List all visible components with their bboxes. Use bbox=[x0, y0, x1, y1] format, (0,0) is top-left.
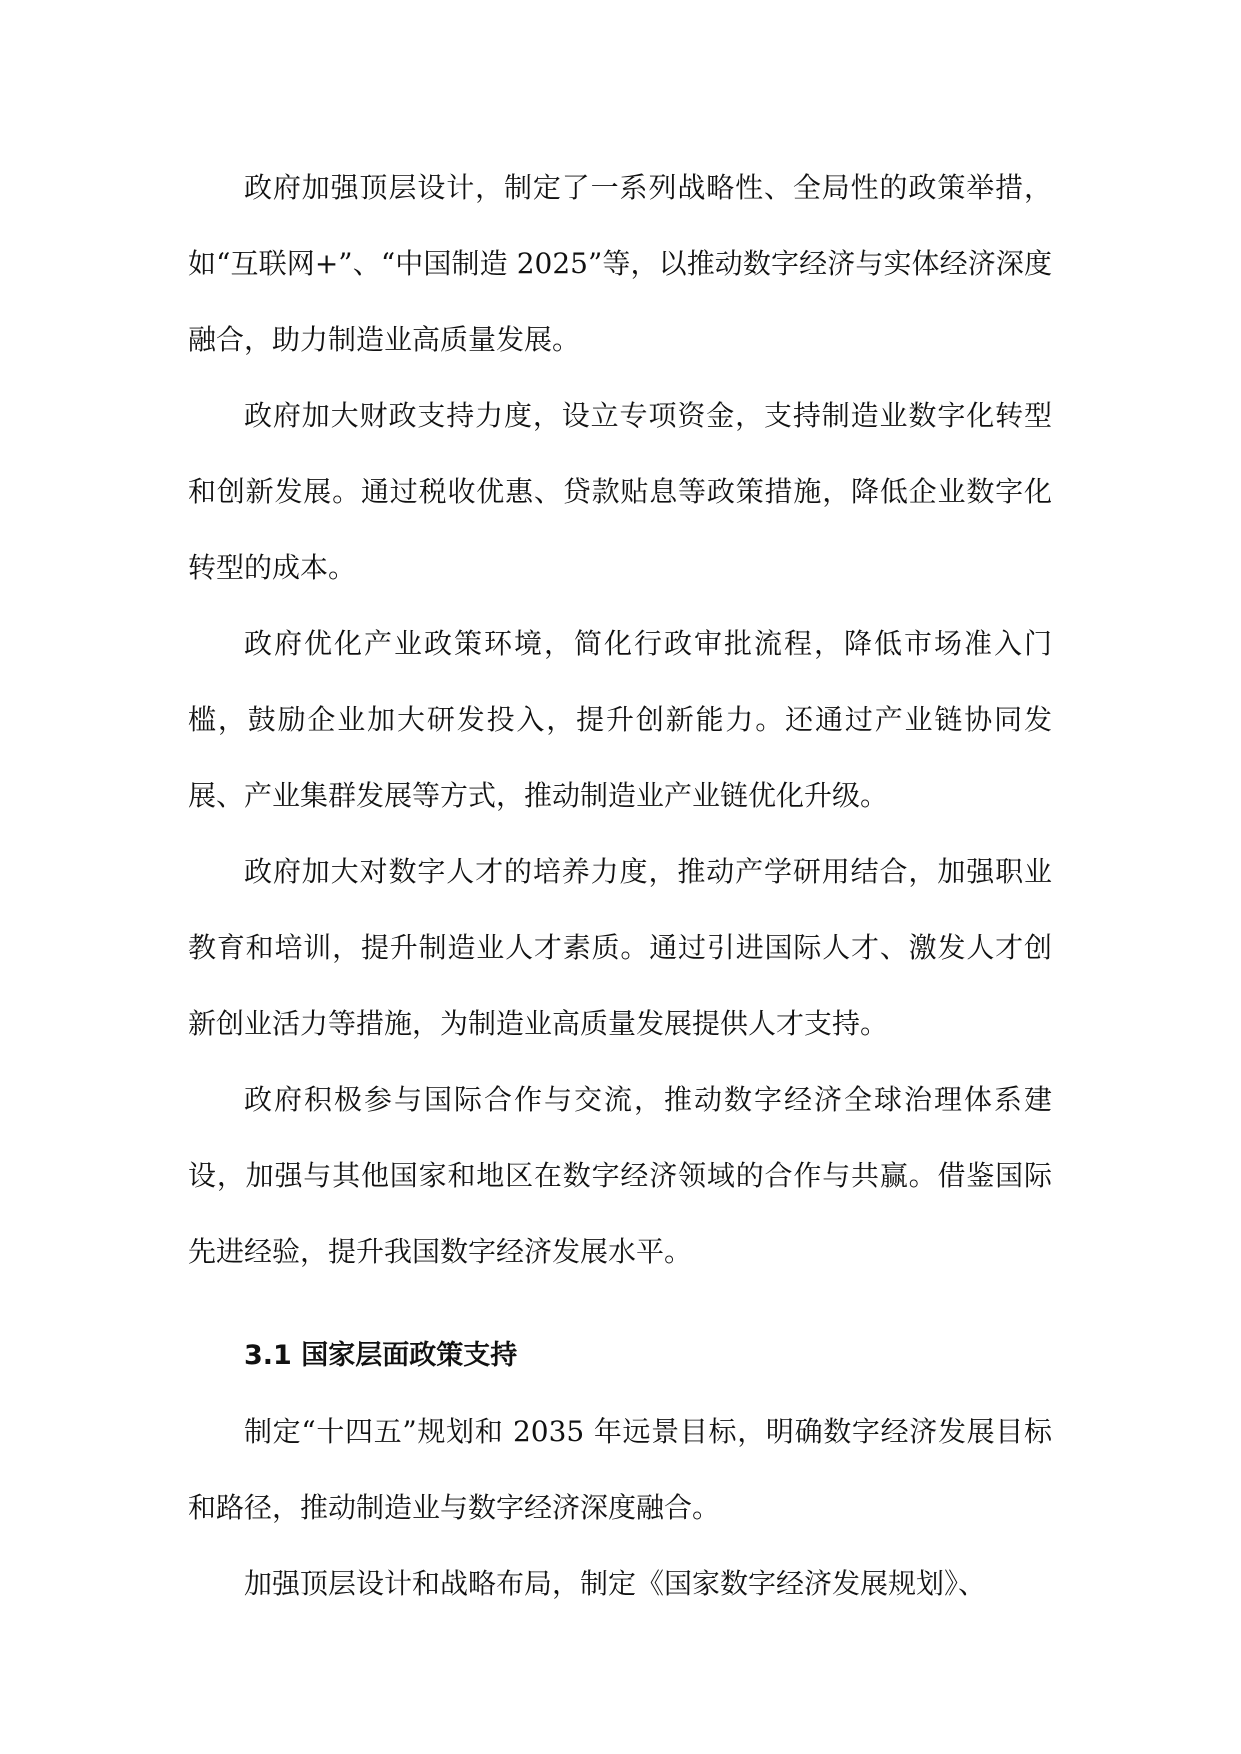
section-heading-3-1: 3.1 国家层面政策支持 bbox=[244, 1340, 518, 1371]
document-body bbox=[188, 150, 1052, 1622]
paragraph-talent-cultivation: 政府加大对数字人才的培养力度，推动产学研用结合，加强职业教育和培训，提升制造业人才素质。通过引进国际人才、激发人才创新创业活力等措施，为制造业高质量发展提供人才支持。 bbox=[188, 855, 1052, 1040]
paragraph-fiscal-support: 政府加大财政支持力度，设立专项资金，支持制造业数字化转型和创新发展。通过税收优惠、贷款贴息等政策措施，降低企业数字化转型的成本。 bbox=[188, 399, 1052, 584]
paragraph-strategic-layout: 加强顶层设计和战略布局，制定《国家数字经济发展规划》、 bbox=[244, 1567, 987, 1600]
paragraph-top-level-design: 政府加强顶层设计，制定了一系列战略性、全局性的政策举措，如“互联网+”、“中国制造 2025”等，以推动数字经济与实体经济深度融合，助力制造业高质量发展。 bbox=[188, 171, 1052, 356]
paragraph-international-cooperation: 政府积极参与国际合作与交流，推动数字经济全球治理体系建设，加强与其他国家和地区在数字经济领域的合作与共赢。借鉴国际先进经验，提升我国数字经济发展水平。 bbox=[188, 1083, 1052, 1268]
paragraph-industrial-policy: 政府优化产业政策环境，简化行政审批流程，降低市场准入门槛，鼓励企业加大研发投入，提升创新能力。还通过产业链协同发展、产业集群发展等方式，推动制造业产业链优化升级。 bbox=[188, 627, 1052, 812]
paragraph-five-year-plan: 制定“十四五”规划和 2035 年远景目标，明确数字经济发展目标和路径，推动制造业与数字经济深度融合。 bbox=[188, 1415, 1052, 1524]
